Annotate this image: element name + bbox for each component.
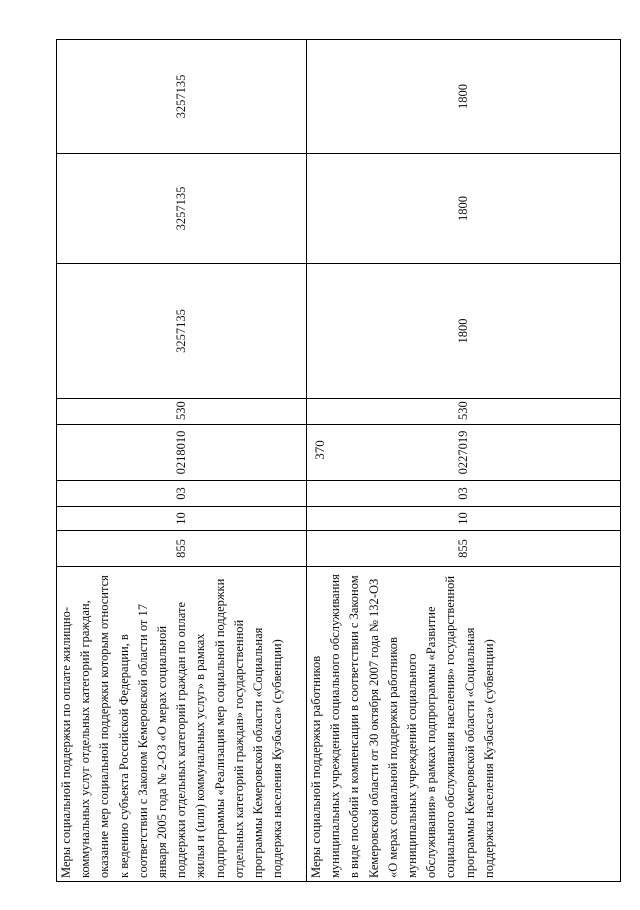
amount-year-1: 1800 — [307, 264, 621, 399]
section-code: 10 — [307, 507, 621, 531]
section-code: 10 — [57, 507, 307, 531]
table-row — [307, 40, 621, 882]
target-article-code: 0227019 — [307, 425, 621, 481]
amount-year-2: 3257135 — [57, 154, 307, 264]
expense-type-code: 530 — [57, 399, 307, 425]
amount-year-3: 1800 — [307, 40, 621, 154]
row-description: Меры социальной поддержки по оплате жилищно-коммунальных услуг отдельных категорий граждан, оказание мер социальной поддержки которым относится к ведению субъекта Российской Федерации, в соответствии с Законом Кемеровской области от 17 января 2005 года № 2-ОЗ «О мерах социальной поддержки отдельных категорий граждан по оплате жилья и (или) коммунальных услуг» в рамках подпрограммы «Реализация мер социальной поддержки отдельных категорий граждан» государственной программы Кемеровской области «Социальная поддержка населения Кузбасса» (субвенции) — [57, 567, 307, 882]
amount-year-3: 3257135 — [57, 40, 307, 154]
subsection-code: 03 — [57, 481, 307, 507]
budget-table-rotated — [56, 40, 620, 882]
budget-table-container — [56, 40, 620, 882]
amount-year-2: 1800 — [307, 154, 621, 264]
row-description: Меры социальной поддержки работников муниципальных учреждений социального обслуживания в виде пособий и компенсации в соответствии с Законом Кемеровской области от 30 октября 2007 года № 132-ОЗ «О мерах социальной поддержки работников муниципальных учреждений социального обслуживания» в рамках подпрограммы «Развитие социального обслуживания населения» государственной программы Кемеровской области «Социальная поддержка населения Кузбасса» (субвенции) — [307, 567, 621, 882]
budget-table — [56, 39, 621, 882]
target-article-code: 0218010 — [57, 425, 307, 481]
subsection-code: 03 — [307, 481, 621, 507]
expense-type-code: 530 — [307, 399, 621, 425]
page-number-text: 370 — [312, 440, 327, 460]
table-row — [57, 40, 307, 882]
ministry-code: 855 — [57, 531, 307, 567]
ministry-code: 855 — [307, 531, 621, 567]
amount-year-1: 3257135 — [57, 264, 307, 399]
